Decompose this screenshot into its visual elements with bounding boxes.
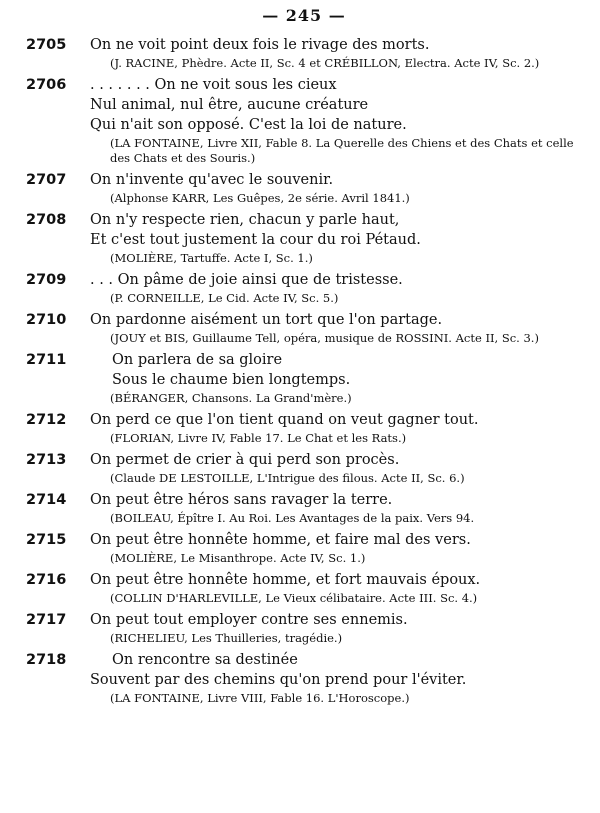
quotation-line: On ne voit point deux fois le rivage des morts. bbox=[90, 37, 430, 53]
entry-number: 2711 bbox=[26, 352, 67, 368]
quotation-text bbox=[90, 75, 582, 135]
entry-number: 2713 bbox=[26, 452, 67, 468]
quotation-entry bbox=[26, 490, 582, 526]
quotation-line: On peut être honnête homme, et faire mal des vers. bbox=[90, 532, 471, 548]
entry-number: 2708 bbox=[26, 212, 67, 228]
entry-body bbox=[90, 75, 582, 166]
citation: (J. RACINE, Phèdre. Acte II, Sc. 4 et CRÉBILLON, Electra. Acte IV, Sc. 2.) bbox=[110, 56, 540, 70]
citation: (LA FONTAINE, Livre VIII, Fable 16. L'Horoscope.) bbox=[110, 691, 410, 705]
quotation-text bbox=[90, 35, 582, 55]
citation: (COLLIN D'HARLEVILLE, Le Vieux célibataire. Acte III. Sc. 4.) bbox=[110, 591, 478, 605]
entry-body bbox=[90, 450, 582, 486]
quotation-line: On n'invente qu'avec le souvenir. bbox=[90, 172, 334, 188]
quotation-entry bbox=[26, 650, 582, 706]
entry-number: 2718 bbox=[26, 652, 67, 668]
entry-body bbox=[90, 350, 582, 406]
citation: (MOLIÈRE, Tartuffe. Acte I, Sc. 1.) bbox=[110, 251, 313, 265]
quotation-list bbox=[26, 35, 582, 706]
quotation-entry bbox=[26, 610, 582, 646]
entry-body bbox=[90, 270, 582, 306]
entry-body bbox=[90, 570, 582, 606]
quotation-entry bbox=[26, 210, 582, 266]
citation: (BOILEAU, Épître I. Au Roi. Les Avantages de la paix. Vers 94. bbox=[110, 511, 475, 525]
entry-body bbox=[90, 35, 582, 71]
citation: (FLORIAN, Livre IV, Fable 17. Le Chat et les Rats.) bbox=[110, 431, 407, 445]
entry-body bbox=[90, 210, 582, 266]
entry-body bbox=[90, 530, 582, 566]
entry-body bbox=[90, 490, 582, 526]
quotation-line: Et c'est tout justement la cour du roi Pétaud. bbox=[90, 232, 421, 248]
quotation-text bbox=[90, 650, 582, 690]
quotation-line: On n'y respecte rien, chacun y parle haut, bbox=[90, 212, 400, 228]
quotation-line: On parlera de sa gloire bbox=[112, 352, 283, 368]
entry-body bbox=[90, 170, 582, 206]
quotation-text bbox=[90, 570, 582, 590]
page-number: — 245 — bbox=[262, 6, 346, 25]
entry-number: 2715 bbox=[26, 532, 67, 548]
quotation-text bbox=[90, 530, 582, 550]
quotation-text bbox=[90, 170, 582, 190]
quotation-line: On peut être honnête homme, et fort mauvais époux. bbox=[90, 572, 481, 588]
quotation-text bbox=[90, 310, 582, 330]
quotation-entry bbox=[26, 35, 582, 71]
entry-number: 2707 bbox=[26, 172, 67, 188]
quotation-text bbox=[90, 210, 582, 250]
quotation-entry bbox=[26, 410, 582, 446]
citation: (RICHELIEU, Les Thuilleries, tragédie.) bbox=[110, 631, 343, 645]
citation: (MOLIÈRE, Le Misanthrope. Acte IV, Sc. 1.) bbox=[110, 551, 366, 565]
quotation-line: Qui n'ait son opposé. C'est la loi de nature. bbox=[90, 117, 407, 133]
quotation-entry bbox=[26, 310, 582, 346]
quotation-line: On rencontre sa destinée bbox=[112, 652, 298, 668]
quotation-line: On permet de crier à qui perd son procès. bbox=[90, 452, 400, 468]
entry-number: 2714 bbox=[26, 492, 67, 508]
quotation-entry bbox=[26, 530, 582, 566]
quotation-line: On pardonne aisément un tort que l'on partage. bbox=[90, 312, 443, 328]
quotation-entry bbox=[26, 170, 582, 206]
entry-number: 2705 bbox=[26, 37, 67, 53]
quotation-entry bbox=[26, 270, 582, 306]
entry-body bbox=[90, 310, 582, 346]
entry-number: 2712 bbox=[26, 412, 67, 428]
entry-body bbox=[90, 650, 582, 706]
quotation-entry bbox=[26, 570, 582, 606]
quotation-entry bbox=[26, 450, 582, 486]
quotation-text bbox=[90, 490, 582, 510]
entry-body bbox=[90, 410, 582, 446]
quotation-entry bbox=[26, 350, 582, 406]
quotation-text bbox=[90, 610, 582, 630]
entry-number: 2716 bbox=[26, 572, 67, 588]
citation: (JOUY et BIS, Guillaume Tell, opéra, musique de ROSSINI. Acte II, Sc. 3.) bbox=[110, 331, 539, 345]
entry-number: 2709 bbox=[26, 272, 67, 288]
entry-body bbox=[90, 610, 582, 646]
entry-number: 2710 bbox=[26, 312, 67, 328]
quotation-text bbox=[90, 350, 582, 390]
quotation-line: Souvent par des chemins qu'on prend pour l'éviter. bbox=[90, 672, 467, 688]
citation: (BÉRANGER, Chansons. La Grand'mère.) bbox=[110, 391, 352, 405]
citation: (LA FONTAINE, Livre XII, Fable 8. La Querelle des Chiens et des Chats et celle des Chats et des Souris.) bbox=[110, 136, 574, 165]
quotation-line: Nul animal, nul être, aucune créature bbox=[90, 97, 369, 113]
quotation-line: . . . On pâme de joie ainsi que de tristesse. bbox=[90, 272, 403, 288]
quotation-line: Sous le chaume bien longtemps. bbox=[112, 372, 351, 388]
entry-number: 2717 bbox=[26, 612, 67, 628]
quotation-line: . . . . . . . On ne voit sous les cieux bbox=[90, 77, 337, 93]
citation: (Alphonse KARR, Les Guêpes, 2e série. Avril 1841.) bbox=[110, 191, 410, 205]
quotation-line: On peut tout employer contre ses ennemis. bbox=[90, 612, 408, 628]
entry-number: 2706 bbox=[26, 77, 67, 93]
quotation-line: On peut être héros sans ravager la terre. bbox=[90, 492, 393, 508]
quotation-text bbox=[90, 270, 582, 290]
citation: (P. CORNEILLE, Le Cid. Acte IV, Sc. 5.) bbox=[110, 291, 339, 305]
citation: (Claude DE LESTOILLE, L'Intrigue des filous. Acte II, Sc. 6.) bbox=[110, 471, 465, 485]
quotation-entry bbox=[26, 75, 582, 166]
quotation-text bbox=[90, 410, 582, 430]
quotation-text bbox=[90, 450, 582, 470]
quotation-line: On perd ce que l'on tient quand on veut gagner tout. bbox=[90, 412, 479, 428]
